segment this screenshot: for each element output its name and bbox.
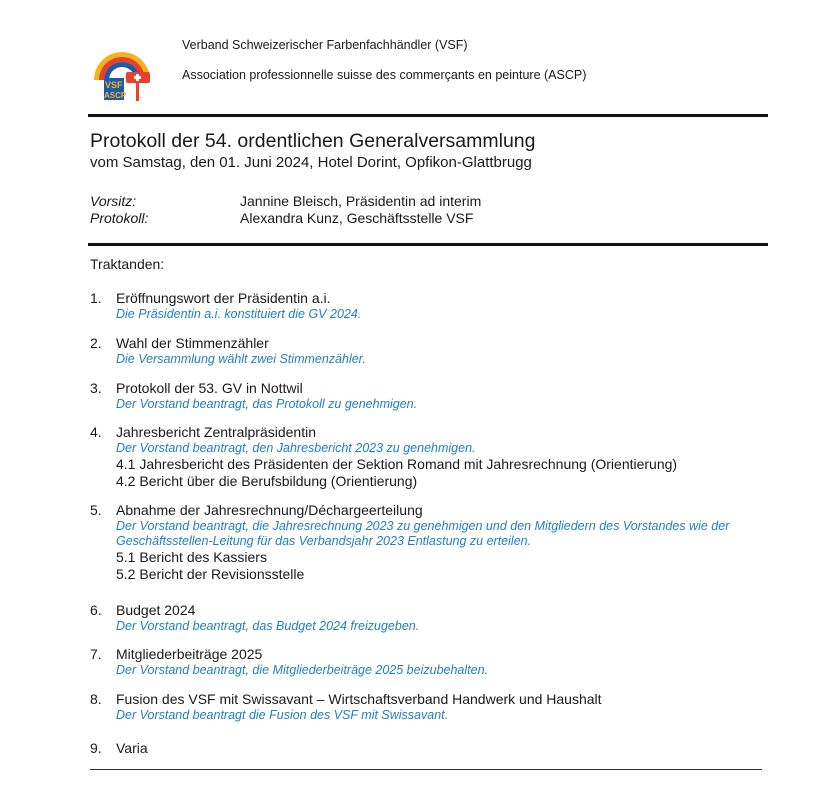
item-number: 3. — [90, 380, 102, 396]
meta-row-chair — [90, 193, 481, 210]
agenda-item — [90, 502, 780, 583]
document-title — [90, 129, 770, 153]
item-title: Mitgliederbeiträge 2025 — [116, 646, 263, 662]
meta-value: Alexandra Kunz, Geschäftsstelle VSF — [240, 210, 474, 226]
item-description: Der Vorstand beantragt die Fusion des VSF mit Swissavant. — [116, 708, 449, 722]
svg-text:ASCP: ASCP — [104, 91, 127, 100]
item-description: Der Vorstand beantragt, das Protokoll zu genehmigen. — [116, 397, 418, 411]
sub-item: 5.1 Bericht des Kassiers — [116, 549, 267, 565]
agenda-item — [90, 691, 780, 723]
sub-item: 5.2 Bericht der Revisionsstelle — [116, 566, 305, 582]
item-description: Die Präsidentin a.i. konstituiert die GV 2024. — [116, 307, 362, 321]
item-number: 5. — [90, 502, 102, 518]
agenda-item — [90, 380, 780, 412]
agenda-item — [90, 740, 780, 757]
title-main: 54. ordentlichen Generalversammlung — [204, 130, 536, 152]
divider-bottom — [90, 769, 762, 770]
item-description: Der Vorstand beantragt, die Mitgliederbeiträge 2025 beizubehalten. — [116, 663, 489, 677]
item-title: Jahresbericht Zentralpräsidentin — [116, 424, 316, 440]
document-title-block — [90, 129, 770, 172]
meta-value: Jannine Bleisch, Präsidentin ad interim — [240, 193, 482, 209]
org-name-de: Verband Schweizerischer Farbenfachhändler (VSF) — [182, 38, 468, 52]
item-title: Abnahme der Jahresrechnung/Déchargeerteilung — [116, 502, 423, 518]
org-name-fr: Association professionnelle suisse des commerçants en peinture (ASCP) — [182, 68, 587, 82]
sub-item: 4.1 Jahresbericht des Präsidenten der Sektion Romand mit Jahresrechnung (Orientierung) — [116, 456, 678, 472]
item-number: 2. — [90, 335, 102, 351]
svg-text:VSF: VSF — [105, 80, 123, 90]
meta-label: Vorsitz: — [90, 193, 137, 209]
title-prefix: Protokoll der — [90, 130, 205, 152]
agenda-item — [90, 290, 780, 322]
agenda-item — [90, 602, 780, 634]
item-description: Der Vorstand beantragt, den Jahresbericht 2023 zu genehmigen. — [116, 441, 476, 455]
item-title: Protokoll der 53. GV in Nottwil — [116, 380, 303, 396]
agenda-heading: Traktanden: — [90, 256, 165, 272]
document-subtitle: vom Samstag, den 01. Juni 2024, Hotel Dorint, Opfikon-Glattbrugg — [90, 154, 532, 171]
item-description: Der Vorstand beantragt, die Jahresrechnung 2023 zu genehmigen und den Mitgliedern des Vorstandes wie der Geschäftsstellen-Leitung für das Verbandsjahr 2023 Entlastung zu erteilen. — [116, 519, 730, 548]
meta-label: Protokoll: — [90, 210, 149, 226]
letterhead — [90, 36, 770, 106]
item-number: 9. — [90, 740, 102, 756]
item-title: Wahl der Stimmenzähler — [116, 335, 269, 351]
item-number: 1. — [90, 290, 102, 306]
item-title: Varia — [116, 740, 148, 756]
item-title: Eröffnungswort der Präsidentin a.i. — [116, 290, 331, 306]
meta-block — [90, 193, 481, 227]
item-description: Der Vorstand beantragt, das Budget 2024 freizugeben. — [116, 619, 420, 633]
vsf-logo — [90, 40, 154, 104]
agenda-item — [90, 424, 780, 490]
item-title: Fusion des VSF mit Swissavant – Wirtschaftsverband Handwerk und Haushalt — [116, 691, 602, 707]
sub-item: 4.2 Bericht über die Berufsbildung (Orientierung) — [116, 473, 418, 489]
item-number: 6. — [90, 602, 102, 618]
meta-row-minutes — [90, 210, 481, 227]
item-number: 8. — [90, 691, 102, 707]
item-title: Budget 2024 — [116, 602, 196, 618]
divider-top — [88, 114, 768, 117]
agenda-item — [90, 646, 780, 678]
divider-middle — [88, 243, 768, 246]
agenda-item — [90, 335, 780, 367]
item-description: Die Versammlung wählt zwei Stimmenzähler. — [116, 352, 366, 366]
item-number: 4. — [90, 424, 102, 440]
item-number: 7. — [90, 646, 102, 662]
